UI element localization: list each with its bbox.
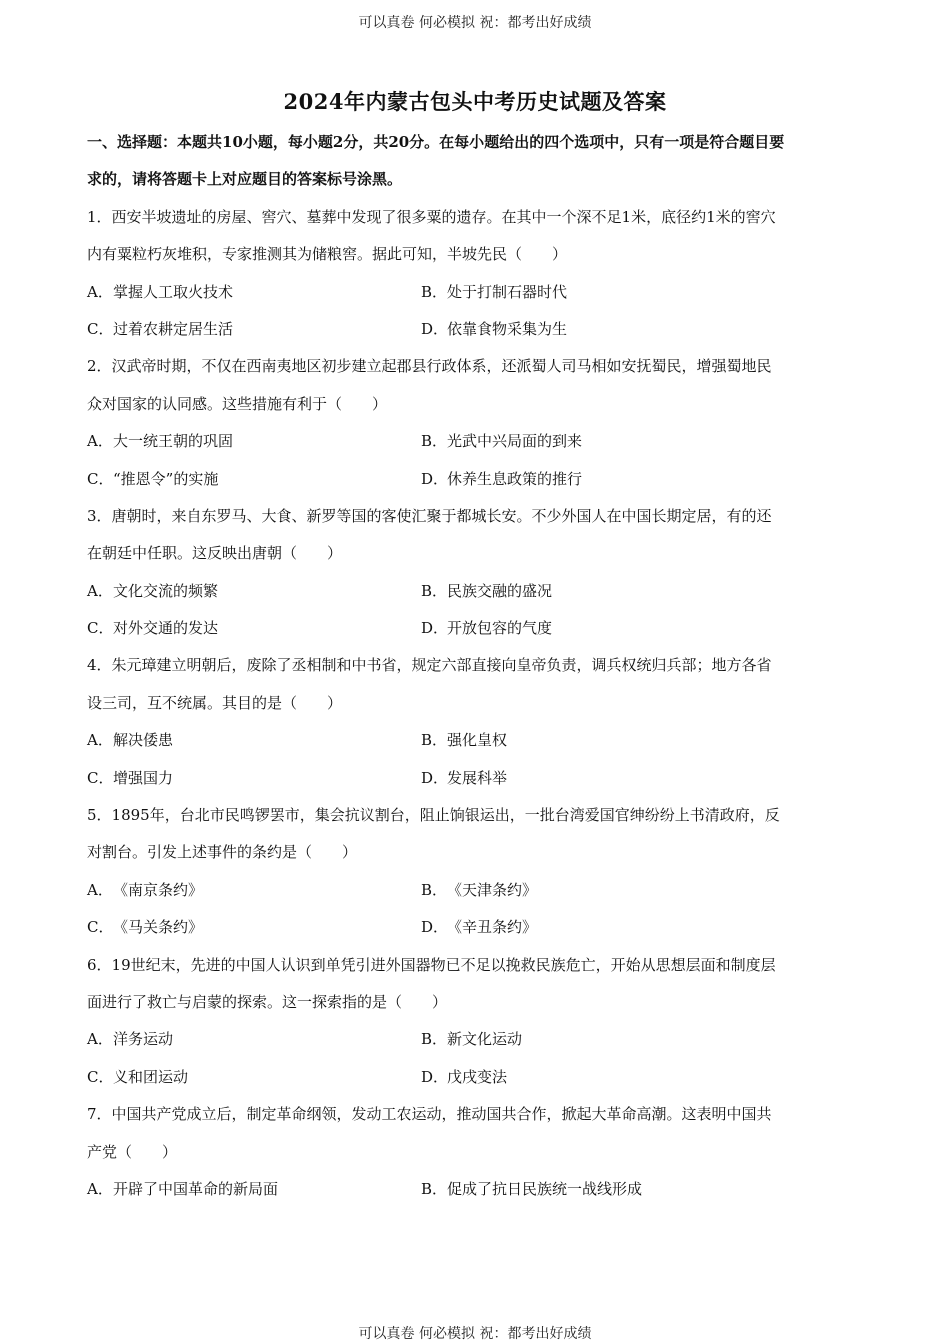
answer-option[interactable] [87,1021,421,1058]
option-letter: C． [87,619,114,638]
answer-option[interactable] [87,722,421,759]
option-row [87,722,855,759]
option-text: 解决倭患 [113,731,174,750]
option-letter: B． [421,1179,448,1198]
option-row [87,423,855,460]
option-text: 民族交融的盛况 [447,581,553,600]
option-text: 依靠食物采集为生 [447,319,568,338]
answer-option[interactable] [421,423,855,460]
answer-option[interactable] [87,909,421,946]
question-stem-line: 4．朱元璋建立明朝后，废除了丞相制和中书省，规定六部直接向皇帝负责，调兵权统归兵部；地方各省 [87,656,772,675]
option-letter: C． [87,918,114,937]
question-1 [87,199,855,349]
option-row [87,461,855,498]
instruction-line: 求的，请将答题卡上对应题目的答案标号涂黑。 [87,170,403,189]
answer-option[interactable] [87,461,421,498]
option-text: 对外交通的发达 [113,619,219,638]
option-letter: C． [87,319,114,338]
option-text: 新文化运动 [447,1030,523,1049]
option-letter: B． [421,432,448,451]
question-stem-line: 在朝廷中任职。这反映出唐朝（ ） [87,544,343,563]
answer-option[interactable] [421,274,855,311]
option-letter: C． [87,768,114,787]
question-4 [87,647,855,797]
option-text: 文化交流的频繁 [113,581,219,600]
option-letter: B． [421,1030,448,1049]
option-letter: A． [87,432,113,451]
question-stem-line: 5．1895年，台北市民鸣锣罢市，集会抗议割台，阻止饷银运出，一批台湾爱国官绅纷纷上书清政府，反 [87,806,780,825]
question-list [87,199,855,1209]
option-row [87,1059,855,1096]
answer-option[interactable] [421,722,855,759]
question-stem-line: 对割台。引发上述事件的条约是（ ） [87,843,358,862]
option-text: 强化皇权 [447,731,508,750]
instruction-line: 一、选择题：本题共10小题，每小题2分，共20分。在每小题给出的四个选项中，只有一项是符合题目要 [87,133,785,151]
option-text: “推恩令”的实施 [113,469,219,488]
question-5 [87,797,855,947]
answer-option[interactable] [87,872,421,909]
question-stem-line: 6．19世纪末，先进的中国人认识到单凭引进外国器物已不足以挽救民族危亡，开始从思想层面和制度层 [87,955,776,974]
answer-option[interactable] [421,311,855,348]
answer-option[interactable] [421,1171,855,1208]
option-letter: B． [421,880,448,899]
exam-content [87,124,855,1208]
option-letter: A． [87,581,113,600]
option-letter: A． [87,282,113,301]
option-text: 增强国力 [113,768,174,787]
question-stem-line: 1．西安半坡遗址的房屋、窖穴、墓葬中发现了很多粟的遗存。在其中一个深不足1米，底径约1米的窖穴 [87,207,776,226]
option-text: 义和团运动 [113,1067,189,1086]
option-text: 开放包容的气度 [447,619,553,638]
option-row [87,872,855,909]
option-row [87,274,855,311]
answer-option[interactable] [87,274,421,311]
answer-option[interactable] [87,610,421,647]
option-text: 《辛丑条约》 [447,918,538,937]
option-letter: D． [421,918,449,937]
option-row [87,573,855,610]
answer-option[interactable] [87,311,421,348]
option-row [87,610,855,647]
option-text: 大一统王朝的巩固 [113,432,234,451]
page-title: 2024年内蒙古包头中考历史试题及答案 [283,89,667,114]
option-letter: A． [87,1179,113,1198]
option-letter: D． [421,319,449,338]
question-stem-line: 面进行了救亡与启蒙的探索。这一探索指的是（ ） [87,992,448,1011]
question-6 [87,947,855,1097]
answer-option[interactable] [87,423,421,460]
answer-option[interactable] [421,909,855,946]
question-stem-line: 7．中国共产党成立后，制定革命纲领，发动工农运动，推动国共合作，掀起大革命高潮。这表明中国共 [87,1105,772,1124]
option-text: 《南京条约》 [113,880,204,899]
page-header: 可以真卷 何必模拟 祝：都考出好成绩 [358,15,592,31]
page-footer: 可以真卷 何必模拟 祝：都考出好成绩 [358,1326,592,1342]
option-text: 过着农耕定居生活 [113,319,234,338]
option-row [87,1021,855,1058]
option-letter: D． [421,1067,449,1086]
question-stem-line: 产党（ ） [87,1142,178,1161]
option-letter: A． [87,880,113,899]
option-row [87,1171,855,1208]
answer-option[interactable] [87,573,421,610]
answer-option[interactable] [87,1059,421,1096]
question-7 [87,1096,855,1208]
answer-option[interactable] [421,1059,855,1096]
question-stem-line: 内有粟粒朽灰堆积，专家推测其为储粮窖。据此可知，半坡先民（ ） [87,245,568,264]
option-letter: B． [421,282,448,301]
option-letter: B． [421,731,448,750]
answer-option[interactable] [421,1021,855,1058]
option-text: 休养生息政策的推行 [447,469,583,488]
option-letter: A． [87,1030,113,1049]
option-letter: B． [421,581,448,600]
option-text: 处于打制石器时代 [447,282,568,301]
option-letter: A． [87,731,113,750]
option-text: 掌握人工取火技术 [113,282,234,301]
question-stem-line: 2．汉武帝时期，不仅在西南夷地区初步建立起郡县行政体系，还派蜀人司马相如安抚蜀民，增强蜀地民 [87,357,772,376]
section-instructions [87,124,855,199]
option-text: 开辟了中国革命的新局面 [113,1179,279,1198]
option-text: 促成了抗日民族统一战线形成 [447,1179,643,1198]
answer-option[interactable] [87,1171,421,1208]
option-row [87,760,855,797]
question-stem-line: 众对国家的认同感。这些措施有利于（ ） [87,394,388,413]
option-letter: D． [421,469,449,488]
question-2 [87,348,855,498]
answer-option[interactable] [421,573,855,610]
option-text: 《马关条约》 [113,918,204,937]
question-stem-line: 3．唐朝时，来自东罗马、大食、新罗等国的客使汇聚于都城长安。不少外国人在中国长期定居，有的还 [87,506,772,525]
option-text: 洋务运动 [113,1030,174,1049]
option-text: 《天津条约》 [447,880,538,899]
option-text: 光武中兴局面的到来 [447,432,583,451]
option-text: 发展科举 [447,768,508,787]
answer-option[interactable] [87,760,421,797]
question-stem-line: 设三司，互不统属。其目的是（ ） [87,693,343,712]
option-letter: D． [421,619,449,638]
answer-option[interactable] [421,760,855,797]
option-row [87,909,855,946]
option-row [87,311,855,348]
option-text: 戊戌变法 [447,1067,508,1086]
option-letter: C． [87,469,114,488]
option-letter: C． [87,1067,114,1086]
answer-option[interactable] [421,461,855,498]
answer-option[interactable] [421,610,855,647]
answer-option[interactable] [421,872,855,909]
option-letter: D． [421,768,449,787]
question-3 [87,498,855,648]
